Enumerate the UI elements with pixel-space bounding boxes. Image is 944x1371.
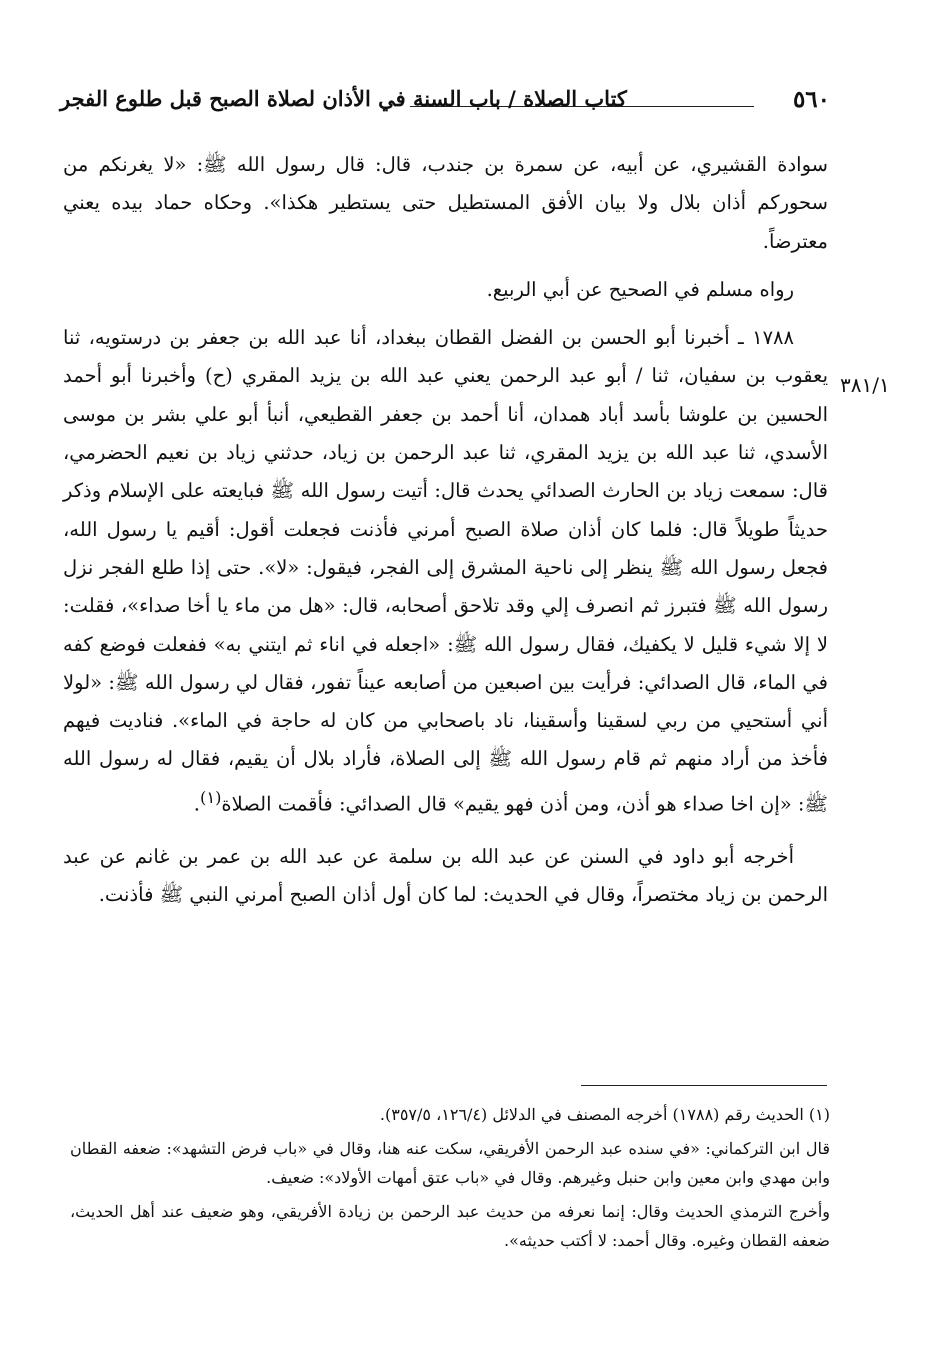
footnote-1: (١) الحديث رقم (١٧٨٨) أخرجه المصنف في الدلائل (١٢٦/٤، ٣٥٧/٥). <box>379 1105 830 1124</box>
footnotes <box>70 1100 830 1256</box>
hadith-text: ١٧٨٨ ـ أخبرنا أبو الحسن بن الفضل القطان ببغداد، أنا عبد الله بن جعفر بن درستويه، ثنا يعقوب بن سفيان، ثنا / أبو عبد الرحمن يعني عبد الله بن يزيد المقري (ح) وأخبرنا أبو أحمد الحسين بن علوشا بأسد أباد همدان، أنا أحمد بن جعفر القطيعي، أنبأ أبو علي بشر بن موسى الأسدي، ثنا عبد الله بن يزيد المقري، ثنا عبد الرحمن بن زياد، حدثني زياد بن نعيم الحضرمي، قال: سمعت زياد بن الحارث الصدائي يحدث قال: أتيت رسول الله ﷺ فبايعته على الإسلام وذكر حديثاً طويلاً قال: فلما كان أذان صلاة الصبح أمرني فأذنت فجعلت أقول: أقيم يا رسول الله، فجعل رسول الله ﷺ ينظر إلى ناحية المشرق إلى الفجر، فيقول: «لا». حتى إذا طلع الفجر نزل رسول الله ﷺ فتبرز ثم انصرف إلي وقد تلاحق أصحابه، قال: «هل من ماء يا أخا صداء»، فقلت: لا إلا شيء قليل لا يكفيك، فقال رسول الله ﷺ: «اجعله في اناء ثم ايتني به» ففعلت فوضع كفه في الماء، قال الصدائي: فرأيت بين اصبعين من أصابعه عيناً تفور، فقال لي رسول الله ﷺ: «لولا أني أستحيي من ربي لسقينا وأسقينا، ناد باصحابي من كان له حاجة في الماء». فناديت فيهم فأخذ من أراد منهم ثم قام رسول الله ﷺ إلى الصلاة، فأراد بلال أن يقيم، فقال له رسول الله ﷺ: «إن اخا صداء هو أذن، ومن أذن فهو يقيم» قال الصدائي: فأقمت الصلاة <box>63 326 828 816</box>
paragraph-takhrij-muslim: رواه مسلم في الصحيح عن أبي الربيع. <box>486 277 794 301</box>
hadith-end: . <box>193 792 200 816</box>
footnote-turkmani: قال ابن التركماني: «في سنده عبد الرحمن الأفريقي، سكت عنه هنا، وقال في «باب فرض التشهد»: ضعفه القطان وابن مهدي وابن معين وابن حنبل وغيرهم. وقال في «باب عتق أمهات الأولاد»: ضعيف. <box>70 1138 831 1187</box>
page-number: ٥٦٠ <box>792 86 830 113</box>
footnote-marker: (١) <box>200 787 222 807</box>
footnote-tirmidhi: وأخرج الترمذي الحديث وقال: إنما نعرفه من حديث عبد الرحمن بن زيادة الأفريقي، وهو ضعيف عند أهل الحديث، ضعفه القطان وغيره. وقال أحمد: لا أكتب حديثه». <box>70 1201 830 1250</box>
hadith-1788 <box>63 319 828 823</box>
main-text <box>63 146 828 914</box>
footnote-rule <box>581 1085 827 1086</box>
margin-reference: ٣٨١/١ <box>840 373 890 397</box>
header-title: كتاب الصلاة / باب السنة في الأذان لصلاة الصبح قبل طلوع الفجر <box>60 86 627 111</box>
paragraph-takhrij-abu-dawud: أخرجه أبو داود في السنن عن عبد الله بن سلمة عن عبد الله بن عمر بن غانم عن عبد الرحمن بن زياد مختصراً، وقال في الحديث: لما كان أول أذان الصبح أمرني النبي ﷺ فأذنت. <box>63 844 828 906</box>
running-header <box>60 84 830 124</box>
paragraph-continuation: سوادة القشيري، عن أبيه، عن سمرة بن جندب، قال: قال رسول الله ﷺ: «لا يغرنكم من سحوركم أذان بلال ولا بيان الأفق المستطيل حتى يستطير هكذا». وحكاه حماد بيده يعني معترضاً. <box>63 153 828 253</box>
